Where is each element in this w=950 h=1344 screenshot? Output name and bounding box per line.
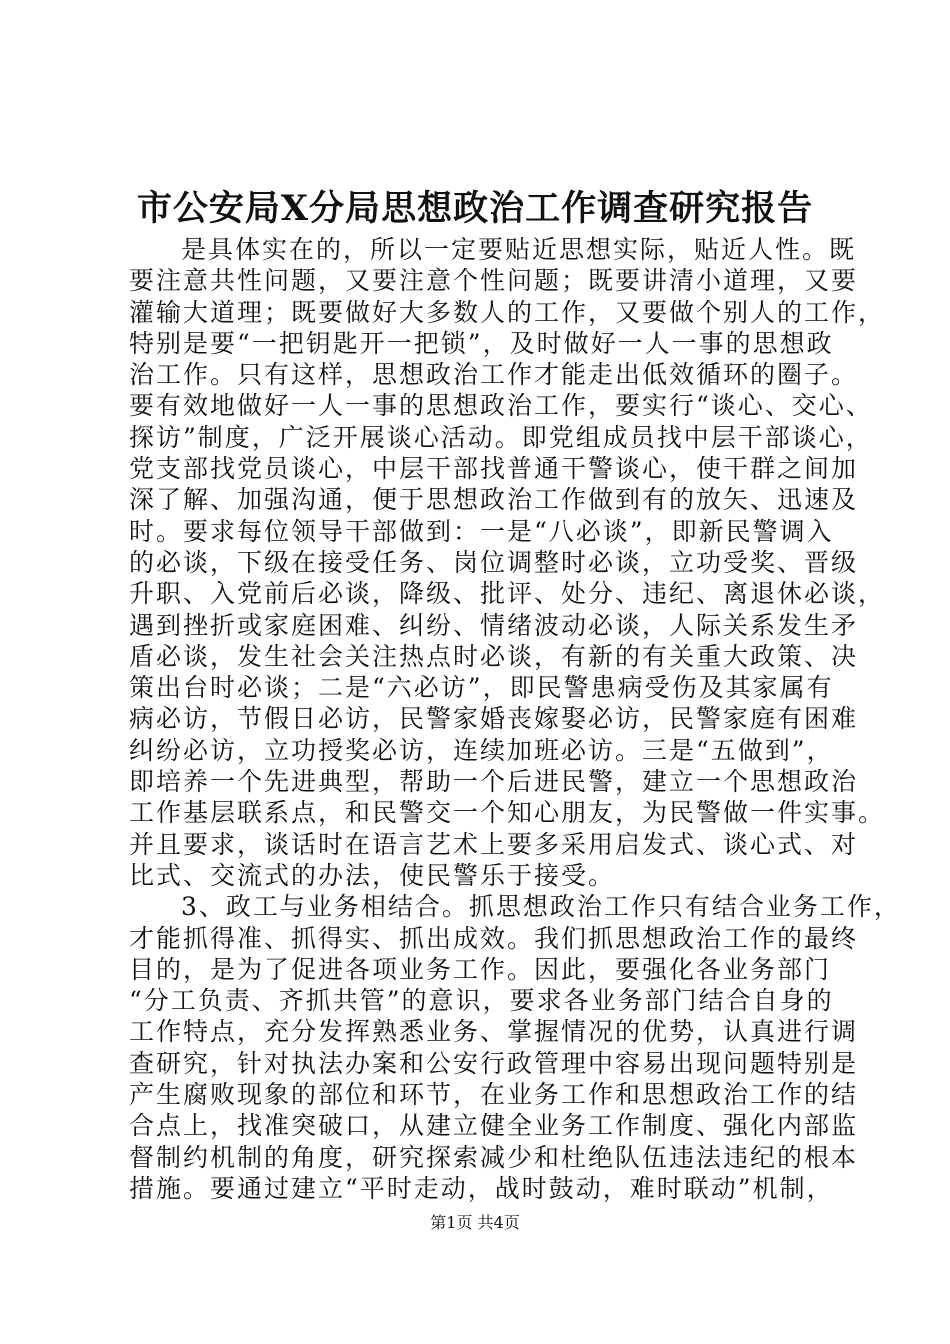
body-line: 升职、入党前后必谈，降级、批评、处分、违纪、离退休必谈， [129,579,886,609]
body-line: 工作基层联系点，和民警交一个知心朋友，为民警做一件实事。 [129,798,886,828]
body-line: 比式、交流式的办法，使民警乐于接受。 [129,860,616,890]
body-line: 时。要求每位领导干部做到：一是“八必谈”，即新民警调入 [129,516,834,546]
body-line: 的必谈，下级在接受任务、岗位调整时必谈，立功受奖、晋级 [129,547,859,577]
body-line: 盾必谈，发生社会关注热点时必谈，有新的有关重大政策、决 [129,641,859,671]
body-line: 查研究，针对执法办案和公安行政管理中容易出现问题特别是 [129,1048,859,1078]
body-line: 措施。要通过建立“平时走动，战时鼓动，难时联动”机制， [129,1173,834,1203]
body-line: 要注意共性问题，又要注意个性问题；既要讲清小道理，又要 [129,266,859,296]
body-line: 深了解、加强沟通，便于思想政治工作做到有的放矢、迅速及 [129,485,859,515]
body-line: 是具体实在的，所以一定要贴近思想实际，贴近人性。既 [181,235,857,264]
body-line: 策出台时必谈；二是“六必访”，即民警患病受伤及其家属有 [129,673,834,703]
body-line: 产生腐败现象的部位和环节，在业务工作和思想政治工作的结 [129,1080,859,1110]
page-footer: 第1页 共4页 [430,1213,520,1232]
body-line: 3、政工与业务相结合。抓思想政治工作只有结合业务工作， [181,892,901,922]
body-line: 目的，是为了促进各项业务工作。因此，要强化各业务部门 [129,954,832,984]
body-line: 并且要求，谈话时在语言艺术上要多采用启发式、谈心式、对 [129,829,859,859]
body-line: 治工作。只有这样，思想政治工作才能走出低效循环的圈子。 [129,360,859,390]
body-line: 工作特点，充分发挥熟悉业务、掌握情况的优势，认真进行调 [129,1017,859,1047]
body-line: 灌输大道理；既要做好大多数人的工作，又要做个别人的工作， [129,297,886,327]
body-line: 才能抓得准、抓得实、抓出成效。我们抓思想政治工作的最终 [129,923,859,953]
body-line: 党支部找党员谈心，中层干部找普通干警谈心，使干群之间加 [129,454,859,484]
body-line: 要有效地做好一人一事的思想政治工作，要实行“谈心、交心、 [129,391,873,421]
body-line: 督制约机制的角度，研究探索减少和杜绝队伍违法违纪的根本 [129,1142,859,1172]
body-line: 探访”制度，广泛开展谈心活动。即党组成员找中层干部谈心， [129,422,873,452]
body-line: 即培养一个先进典型，帮助一个后进民警，建立一个思想政治 [129,767,859,797]
body-line: 纠纷必访，立功授奖必访，连续加班必访。三是“五做到”， [129,735,834,765]
document-body [129,234,901,1204]
body-line: 合点上，找准突破口，从建立健全业务工作制度、强化内部监 [129,1111,859,1141]
body-line: 特别是要“一把钥匙开一把锁”，及时做好一人一事的思想政 [129,328,834,358]
body-line: “分工负责、齐抓共管”的意识，要求各业务部门结合自身的 [129,986,834,1016]
body-line: 病必访，节假日必访，民警家婚丧嫁娶必访，民警家庭有困难 [129,704,859,734]
body-line: 遇到挫折或家庭困难、纠纷、情绪波动必谈，人际关系发生矛 [129,610,859,640]
document-title: 市公安局X分局思想政治工作调查研究报告 [136,188,814,229]
